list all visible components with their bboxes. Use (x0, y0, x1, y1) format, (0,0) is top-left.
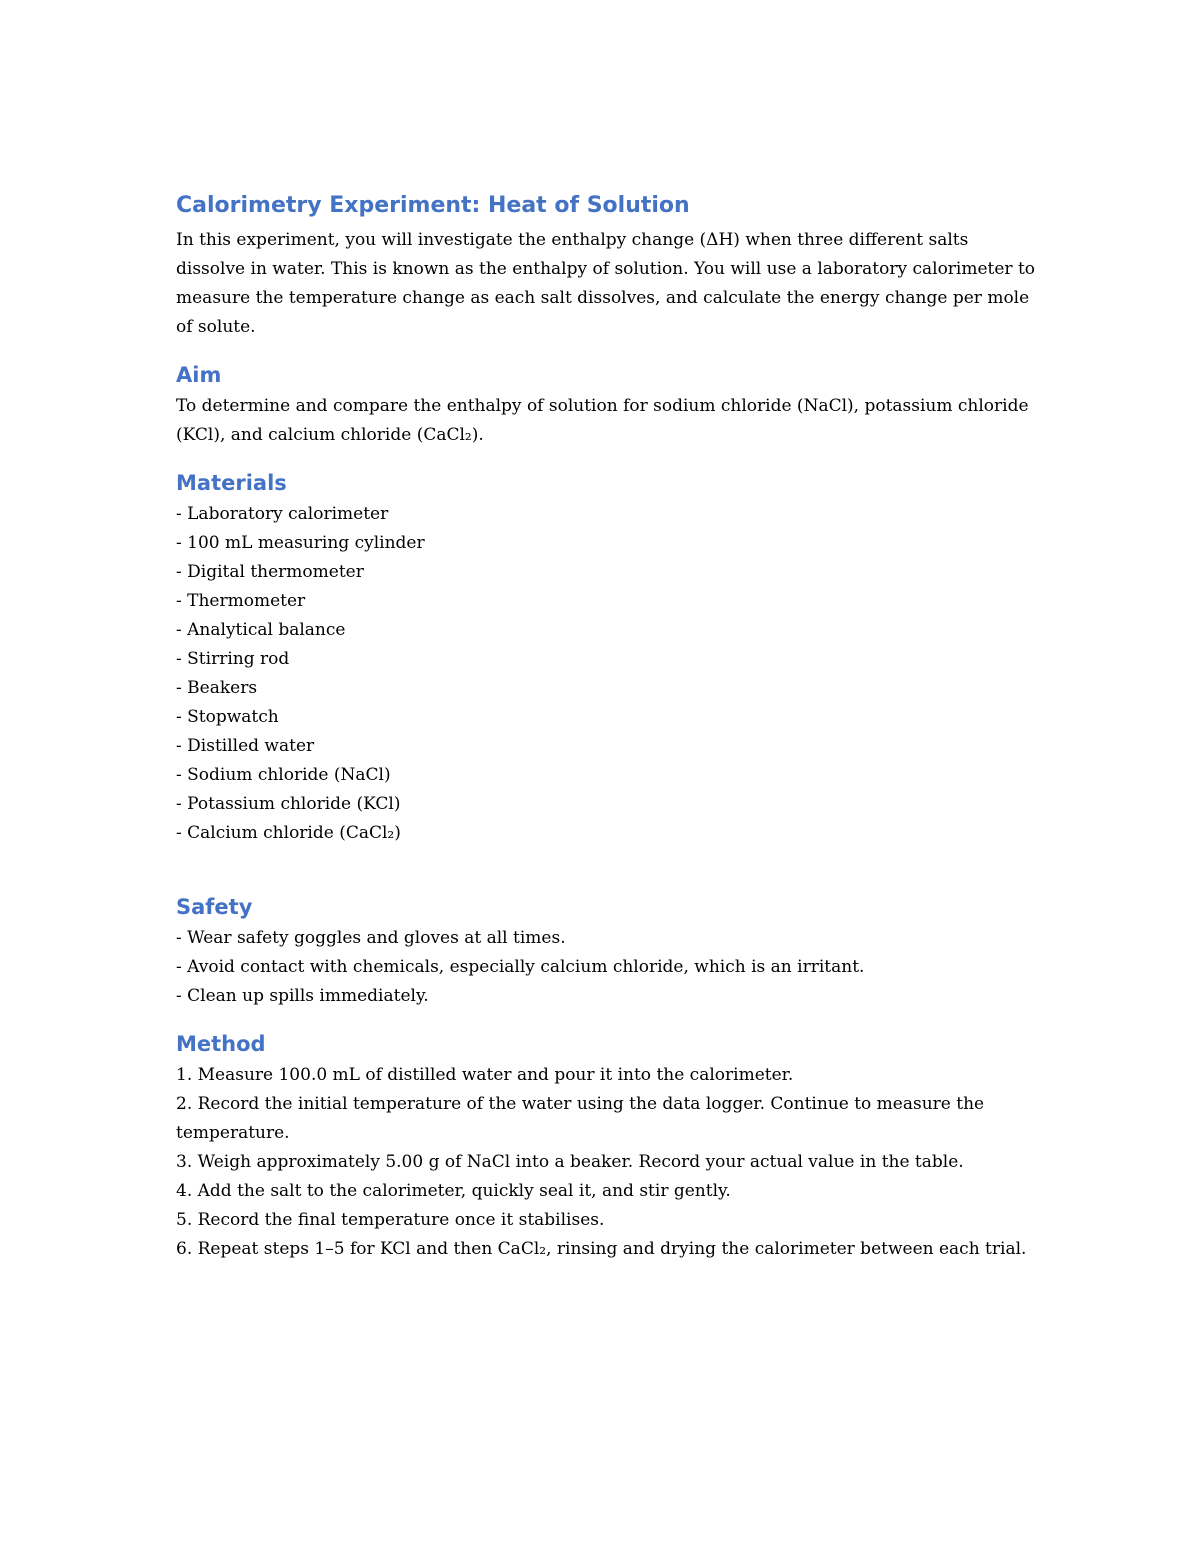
list-item: - Stopwatch (176, 707, 279, 727)
method-list (176, 1061, 1036, 1264)
list-item: - 100 mL measuring cylinder (176, 533, 425, 553)
document-title: Calorimetry Experiment: Heat of Solution (176, 193, 690, 218)
list-item: - Laboratory calorimeter (176, 504, 389, 524)
list-item: - Beakers (176, 678, 258, 698)
list-item: 6. Repeat steps 1–5 for KCl and then CaCl₂, rinsing and drying the calorimeter between each trial. (176, 1239, 1027, 1259)
list-item: - Calcium chloride (CaCl₂) (176, 823, 401, 843)
list-item: - Sodium chloride (NaCl) (176, 765, 391, 785)
aim-paragraph: To determine and compare the enthalpy of solution for sodium chloride (NaCl), potassium chloride (KCl), and calcium chloride (CaCl₂). (176, 396, 1029, 445)
method-heading: Method (176, 1032, 266, 1056)
list-item: 5. Record the final temperature once it stabilises. (176, 1210, 605, 1230)
list-item: - Thermometer (176, 591, 306, 611)
document-body (176, 188, 1036, 1264)
safety-heading: Safety (176, 895, 253, 919)
intro-paragraph: In this experiment, you will investigate the enthalpy change (ΔH) when three different salts dissolve in water. This is known as the enthalpy of solution. You will use a laboratory calorimeter to measure the temperature change as each salt dissolves, and calculate the energy change per mole of solute. (176, 230, 1036, 337)
safety-list (176, 924, 1036, 1011)
list-item: 4. Add the salt to the calorimeter, quickly seal it, and stir gently. (176, 1181, 731, 1201)
list-item: - Analytical balance (176, 620, 346, 640)
list-item: 2. Record the initial temperature of the water using the data logger. Continue to measure the temperature. (176, 1094, 985, 1143)
list-item: 1. Measure 100.0 mL of distilled water and pour it into the calorimeter. (176, 1065, 794, 1085)
list-item: - Stirring rod (176, 649, 290, 669)
materials-list (176, 500, 1036, 848)
list-item: - Potassium chloride (KCl) (176, 794, 401, 814)
list-item: - Avoid contact with chemicals, especially calcium chloride, which is an irritant. (176, 957, 865, 977)
list-item: - Clean up spills immediately. (176, 986, 429, 1006)
list-item: - Wear safety goggles and gloves at all times. (176, 928, 566, 948)
list-item: 3. Weigh approximately 5.00 g of NaCl into a beaker. Record your actual value in the table. (176, 1152, 964, 1172)
materials-heading: Materials (176, 471, 287, 495)
list-item: - Digital thermometer (176, 562, 364, 582)
list-item: - Distilled water (176, 736, 315, 756)
aim-heading: Aim (176, 363, 222, 387)
